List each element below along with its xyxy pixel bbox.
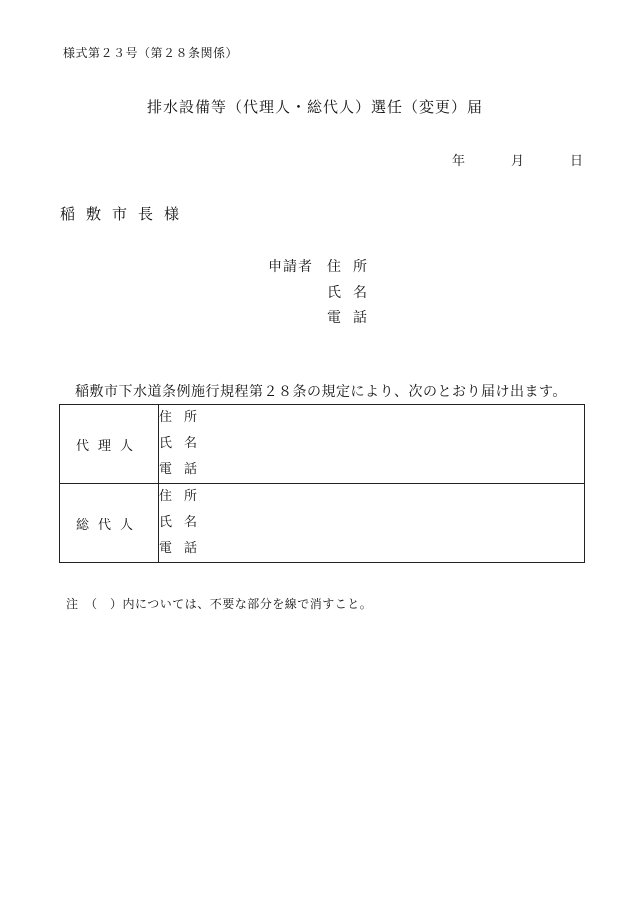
addressee: 稲敷市長様 [60, 205, 191, 223]
statement: 稲敷市下水道条例施行規程第２８条の規定により、次のとおり届け出ます。 [75, 384, 567, 400]
representative-name-label: 氏名 [159, 515, 210, 530]
table-row [60, 405, 585, 484]
representative-address-label: 住所 [159, 489, 210, 504]
applicant-label: 申請者 [268, 259, 313, 275]
document-title: 排水設備等（代理人・総代人）選任（変更）届 [146, 98, 483, 116]
applicant-address-label: 住所 [327, 259, 379, 275]
delegate-fields-representative [159, 484, 585, 563]
agent-phone-label: 電話 [159, 462, 210, 477]
delegate-role-agent: 代理人 [60, 405, 159, 484]
date-day-label: 日 [570, 154, 584, 169]
table-row [60, 484, 585, 563]
form-number: 様式第２３号（第２８条関係） [63, 46, 239, 60]
delegate-role-representative: 総代人 [60, 484, 159, 563]
applicant-name-label: 氏名 [327, 285, 379, 301]
footnote: 注 （ ）内については、不要な部分を線で消すこと。 [66, 597, 373, 611]
agent-address-label: 住所 [159, 410, 210, 425]
delegates-table [59, 404, 585, 563]
applicant-phone-label: 電話 [327, 310, 379, 326]
date-year-label: 年 [452, 154, 466, 169]
delegate-fields-agent [159, 405, 585, 484]
date-month-label: 月 [511, 154, 525, 169]
representative-phone-label: 電話 [159, 541, 210, 556]
agent-name-label: 氏名 [159, 436, 210, 451]
